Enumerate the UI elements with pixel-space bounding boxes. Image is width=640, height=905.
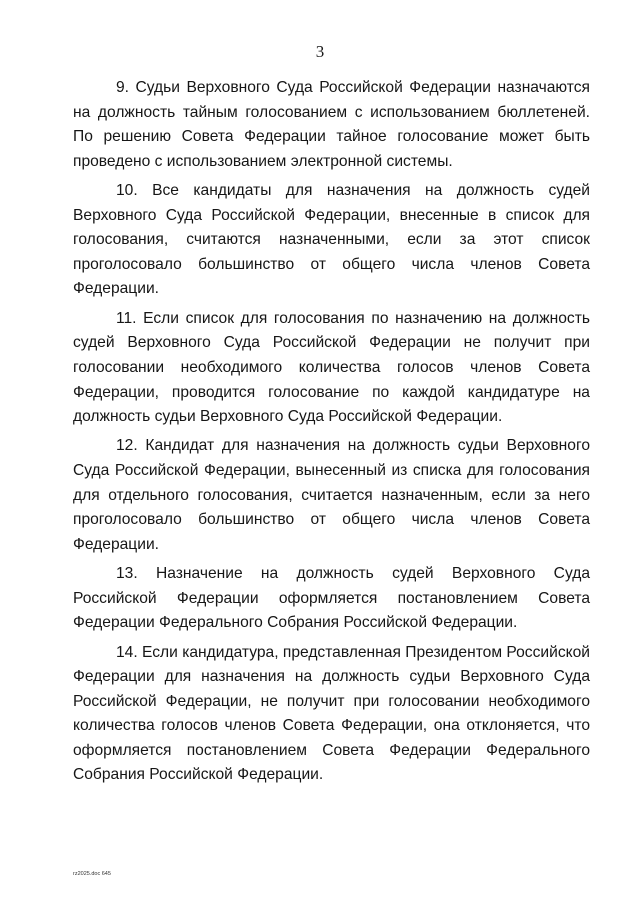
paragraph-14: 14. Если кандидатура, представленная Президентом Российской Федерации для назначения на должность судьи Верховного Суда Российской Федерации, не получит при голосовании необходимого количества голосов членов Совета Федерации, она отклоняется, что оформляется постановлением Совета Федерации Федерального Собрания Российской Федерации. [73,643,590,784]
paragraph-12: 12. Кандидат для назначения на должность судьи Верховного Суда Российской Федерации, вынесенный из списка для голосования для отдельного голосования, считается назначенным, если за него проголосовало большинство от общего числа членов Совета Федерации. [73,437,590,553]
paragraph-13: 13. Назначение на должность судей Верховного Суда Российской Федерации оформляется постановлением Совета Федерации Федерального Собрания Российской Федерации. [73,565,590,632]
page-number: 3 [315,42,325,61]
document-footer-code: rz2025.doc 645 [73,871,111,877]
paragraph-9: 9. Судьи Верховного Суда Российской Федерации назначаются на должность тайным голосованием с использованием бюллетеней. По решению Совета Федерации тайное голосование может быть проведено с использованием электронной системы. [73,79,590,170]
paragraph-11: 11. Если список для голосования по назначению на должность судей Верховного Суда Российской Федерации не получит при голосовании необходимого количества голосов членов Совета Федерации, проводится голосование по каждой кандидатуре на должность судьи Верховного Суда Российской Федерации. [73,309,590,426]
paragraph-10: 10. Все кандидаты для назначения на должность судей Верховного Суда Российской Федерации, внесенные в список для голосования, считаются назначенными, если за этот список проголосовало большинство от общего числа членов Совета Федерации. [73,182,590,298]
document-body [73,76,590,793]
